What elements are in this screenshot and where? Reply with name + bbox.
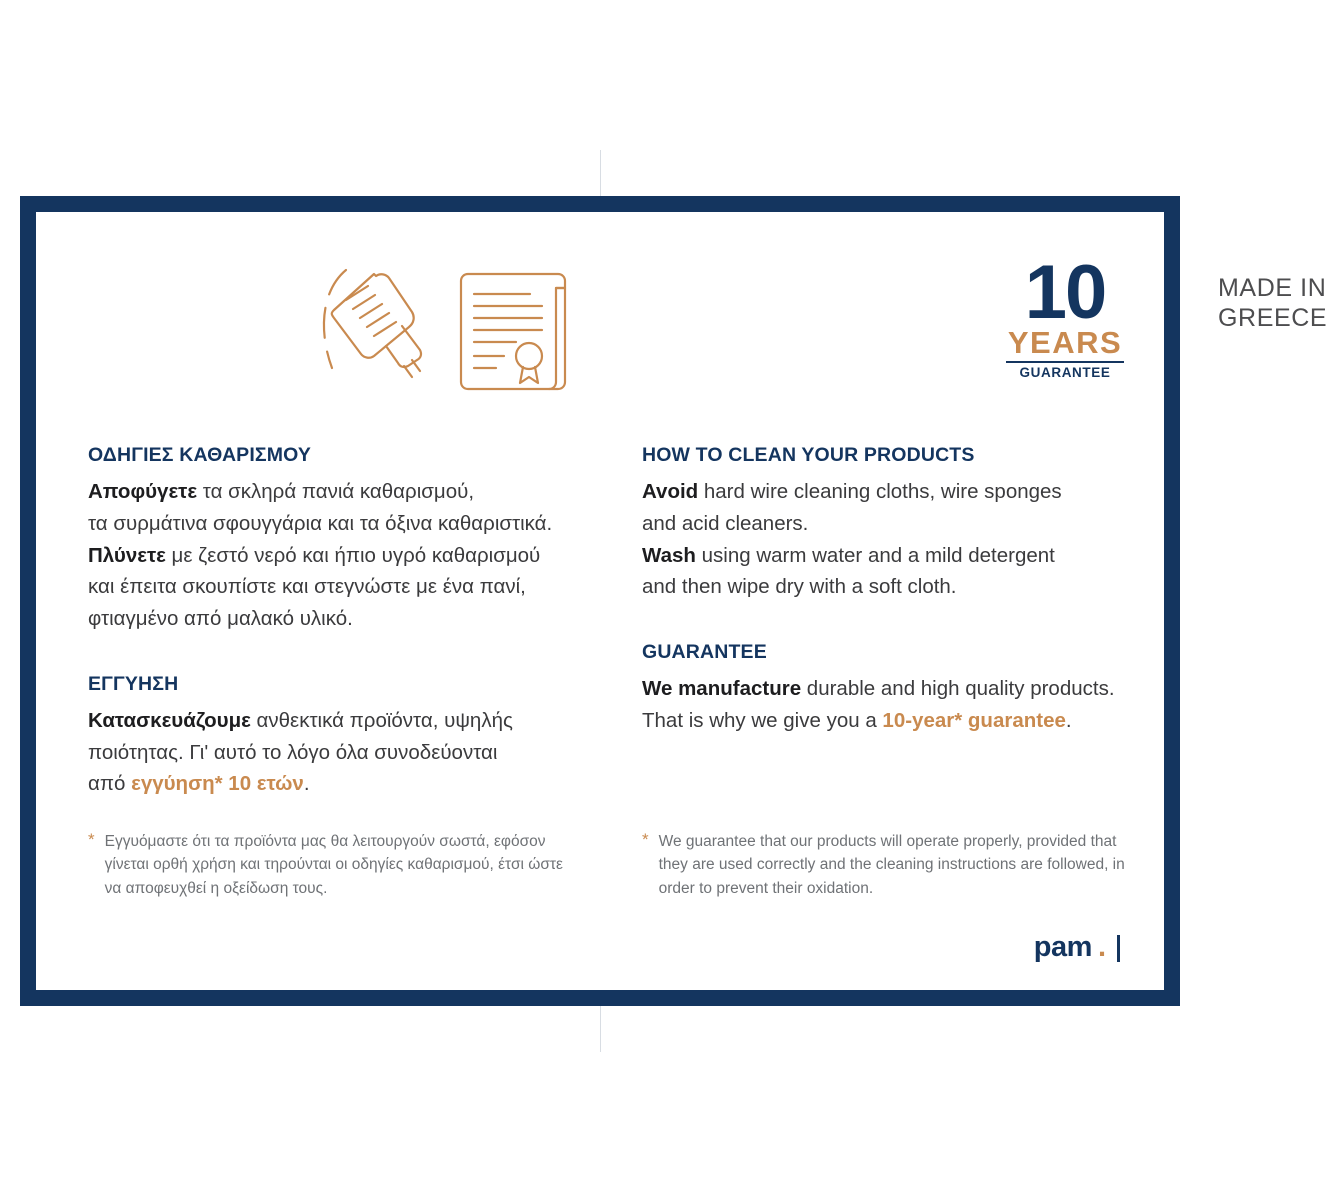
left-footnote-text: Εγγυόμαστε ότι τα προϊόντα μας θα λειτουργούν σωστά, εφόσον γίνεται ορθή χρήση και τηρούνται οι οδηγίες καθαρισμού, έτσι ώστε να αποφευχθεί η οξείδωση τους.	[104, 833, 563, 897]
left-s2-l1-rest: ανθεκτικά προϊόντα, υψηλής	[250, 708, 513, 732]
icon-group	[316, 264, 616, 404]
right-section2-text	[642, 673, 1120, 737]
left-s1-l5: φτιαγμένο από μαλακό υλικό.	[88, 607, 353, 631]
spacer	[642, 603, 1120, 641]
left-s2-l3-accent: εγγύηση* 10 ετών	[131, 772, 304, 796]
left-s2-l3-suffix: .	[303, 772, 310, 796]
left-page	[36, 212, 600, 990]
right-s1-l3-bold: Wash	[642, 543, 696, 567]
right-section1-text	[642, 476, 1120, 603]
guarantee-badge	[1006, 250, 1124, 380]
right-section2-title: GUARANTEE	[642, 641, 767, 664]
made-in-line1: MADE IN	[1218, 274, 1327, 302]
right-s1-l1-bold: Avoid	[642, 480, 699, 503]
logo-bar	[1117, 935, 1120, 962]
left-content	[88, 444, 560, 800]
left-section2-title: ΕΓΓΥΗΣΗ	[88, 672, 179, 695]
right-s1-l3-rest: using warm water and a mild detergent	[695, 543, 1055, 567]
fold-line-bottom	[600, 1002, 601, 1052]
right-s2-l2-suffix: .	[1065, 708, 1072, 732]
made-in-line2: GREECE	[1218, 303, 1327, 332]
right-footnote	[642, 830, 1142, 900]
hand-with-cleaning-cloth-icon	[324, 270, 421, 377]
left-section1-title: ΟΔΗΓΙΕΣ ΚΑΘΑΡΙΣΜΟΥ	[88, 444, 312, 466]
footnote-star-icon: *	[88, 830, 95, 849]
right-content	[642, 444, 1120, 737]
made-in-greece-label	[1218, 274, 1327, 333]
right-s2-l2-prefix: That is why we give you a	[642, 708, 883, 732]
badge-guarantee: GUARANTEE	[1006, 361, 1124, 380]
right-s2-l1-bold: We manufacture	[642, 677, 802, 701]
badge-years: YEARS	[1007, 325, 1123, 361]
left-s1-l3-bold: Πλύνετε	[88, 543, 166, 567]
right-section1-title: HOW TO CLEAN YOUR PRODUCTS	[642, 444, 975, 466]
spacer	[88, 635, 560, 673]
left-s1-l3-rest: με ζεστό νερό και ήπιο υγρό καθαρισμού	[165, 543, 541, 567]
right-s1-l1-rest: hard wire cleaning cloths, wire sponges	[698, 480, 1062, 503]
right-s2-l2-accent: 10-year* guarantee	[882, 708, 1066, 732]
fold-line-top	[600, 150, 601, 200]
right-page	[600, 212, 1327, 990]
left-section2-text	[88, 705, 560, 800]
pam-logo	[1034, 933, 1120, 962]
footnote-star-icon: *	[642, 830, 649, 849]
left-s1-l4: και έπειτα σκουπίστε και στεγνώστε με ένα πανί,	[88, 575, 526, 599]
left-section1-text	[88, 476, 560, 635]
right-footnote-text: We guarantee that our products will operate properly, provided that they are used correctly and the cleaning instructions are followed, in order to prevent their oxidation.	[658, 833, 1125, 897]
card-inner	[36, 212, 1327, 990]
left-footnote	[88, 830, 564, 900]
logo-word: pam	[1033, 931, 1092, 963]
right-s1-l2: and acid cleaners.	[642, 511, 809, 535]
certificate-scroll-icon	[461, 274, 565, 389]
badge-number: 10	[1024, 250, 1106, 335]
left-s2-l1-bold: Κατασκευάζουμε	[88, 708, 251, 732]
instruction-card	[20, 196, 1327, 1006]
left-s2-l2: ποιότητας. Γι' αυτό το λόγο όλα συνοδεύονται	[88, 740, 498, 764]
right-s2-l1-rest: durable and high quality products.	[801, 677, 1115, 701]
left-s2-l3-prefix: από	[88, 772, 132, 796]
left-s1-l1-bold: Αποφύγετε	[88, 480, 198, 503]
right-s1-l4: and then wipe dry with a soft cloth.	[642, 575, 957, 599]
left-s1-l2: τα συρμάτινα σφουγγάρια και τα όξινα καθαριστικά.	[88, 511, 553, 535]
left-s1-l1-rest: τα σκληρά πανιά καθαρισμού,	[197, 480, 475, 503]
logo-dot: .	[1097, 931, 1106, 963]
